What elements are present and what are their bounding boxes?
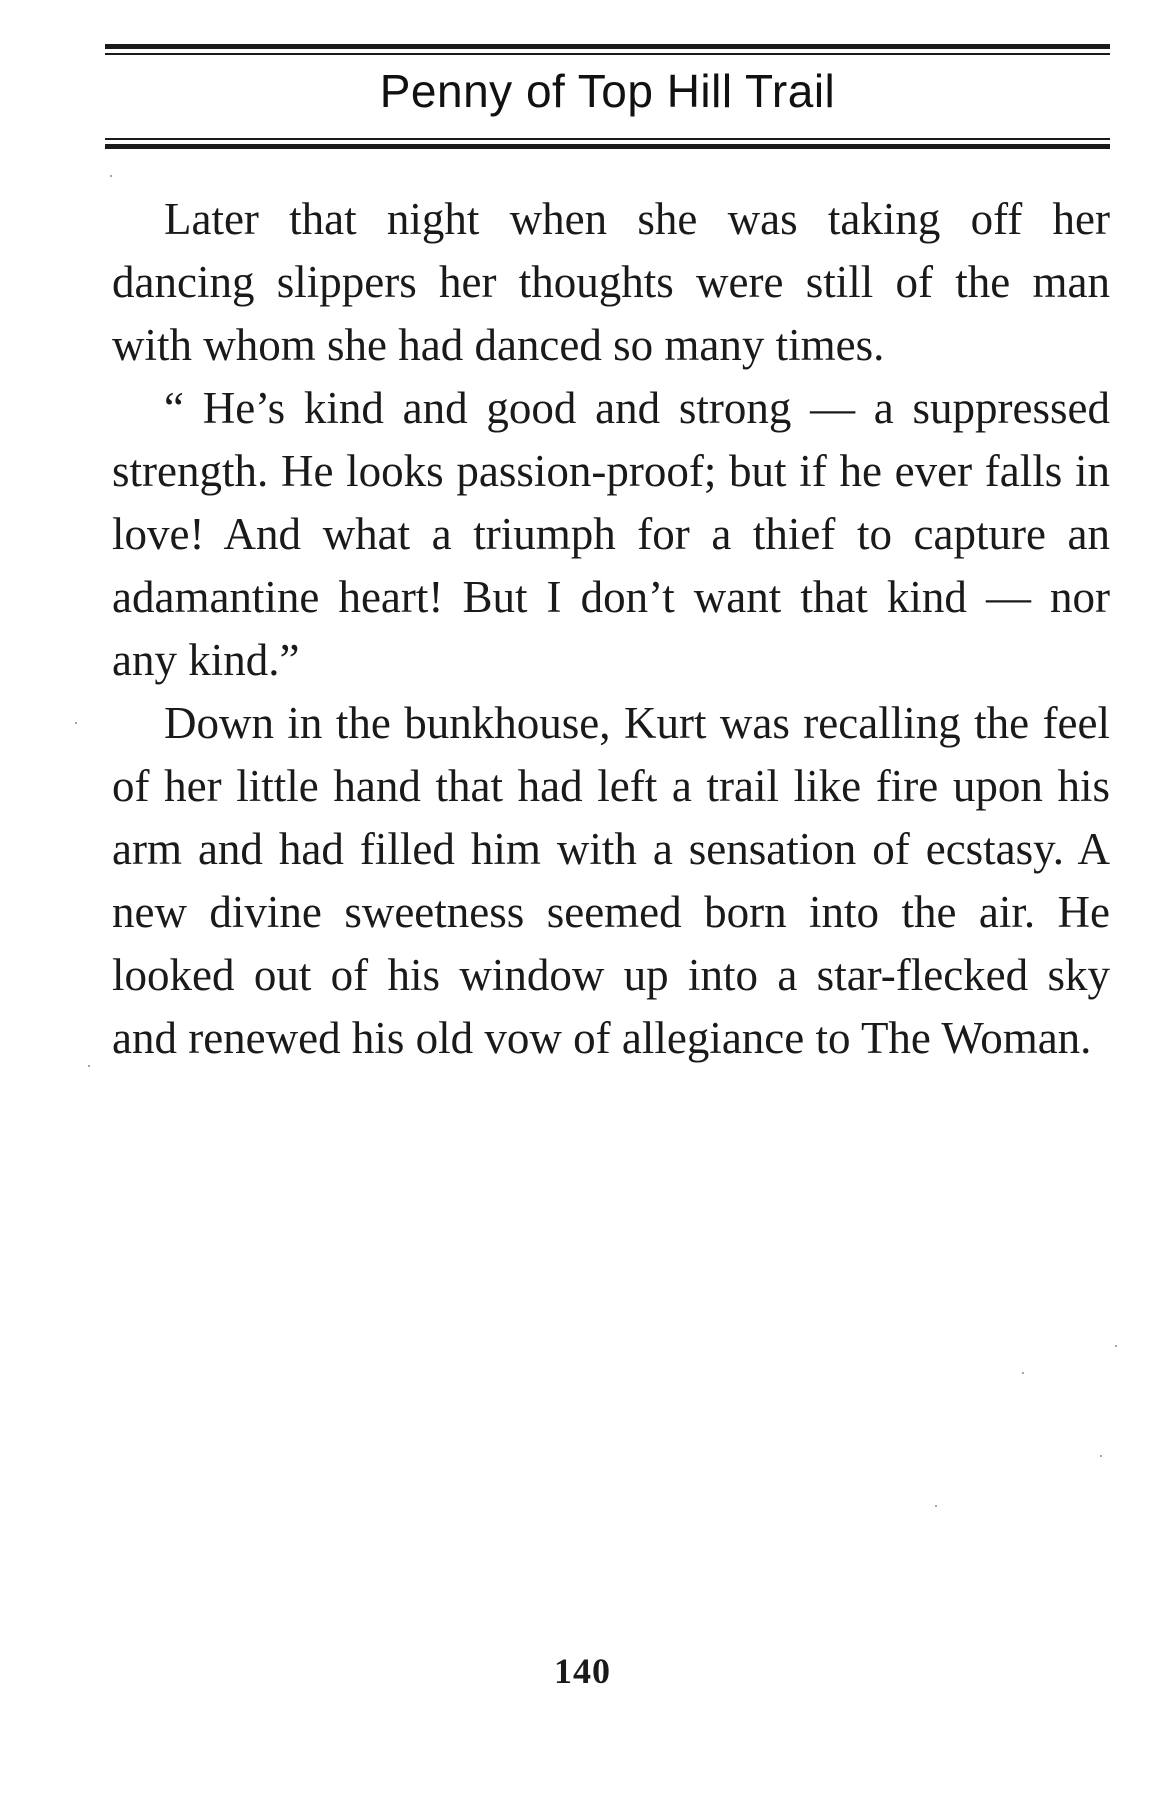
paragraph: “ He’s kind and good and strong — a suppressed strength. He looks passion-proof; but if he ever falls in love! And what a triumph for a thief to capture an adamantine heart! But I don’t want that kind — nor any kind.” — [112, 383, 1110, 685]
paper-speck — [75, 722, 77, 724]
header-rule-top — [105, 44, 1110, 55]
header-rule-bottom — [105, 138, 1110, 149]
paper-speck — [110, 175, 112, 177]
rule-thick — [105, 144, 1110, 149]
rule-thin — [105, 53, 1110, 55]
paper-speck — [1100, 1455, 1102, 1457]
paragraph: Down in the bunkhouse, Kurt was recalling the feel of her little hand that had left a trail like fire upon his arm and had filled him with a sensation of ecstasy. A new divine sweetness seemed born into the air. He looked out of his window up into a star-flecked sky and renewed his old vow of allegiance to The Woman. — [112, 698, 1110, 1063]
rule-thin — [105, 138, 1110, 140]
paper-speck — [1115, 1345, 1117, 1347]
paper-speck — [1022, 1372, 1024, 1374]
paper-speck — [88, 1065, 90, 1067]
paragraph: Later that night when she was taking off her dancing slippers her thoughts were still of the man with whom she had danced so many times. — [112, 194, 1110, 370]
body-text — [112, 188, 1110, 1070]
page-number: 140 — [554, 1651, 611, 1691]
running-title: Penny of Top Hill Trail — [379, 65, 836, 117]
paper-speck — [935, 1505, 937, 1507]
rule-thick — [105, 44, 1110, 49]
